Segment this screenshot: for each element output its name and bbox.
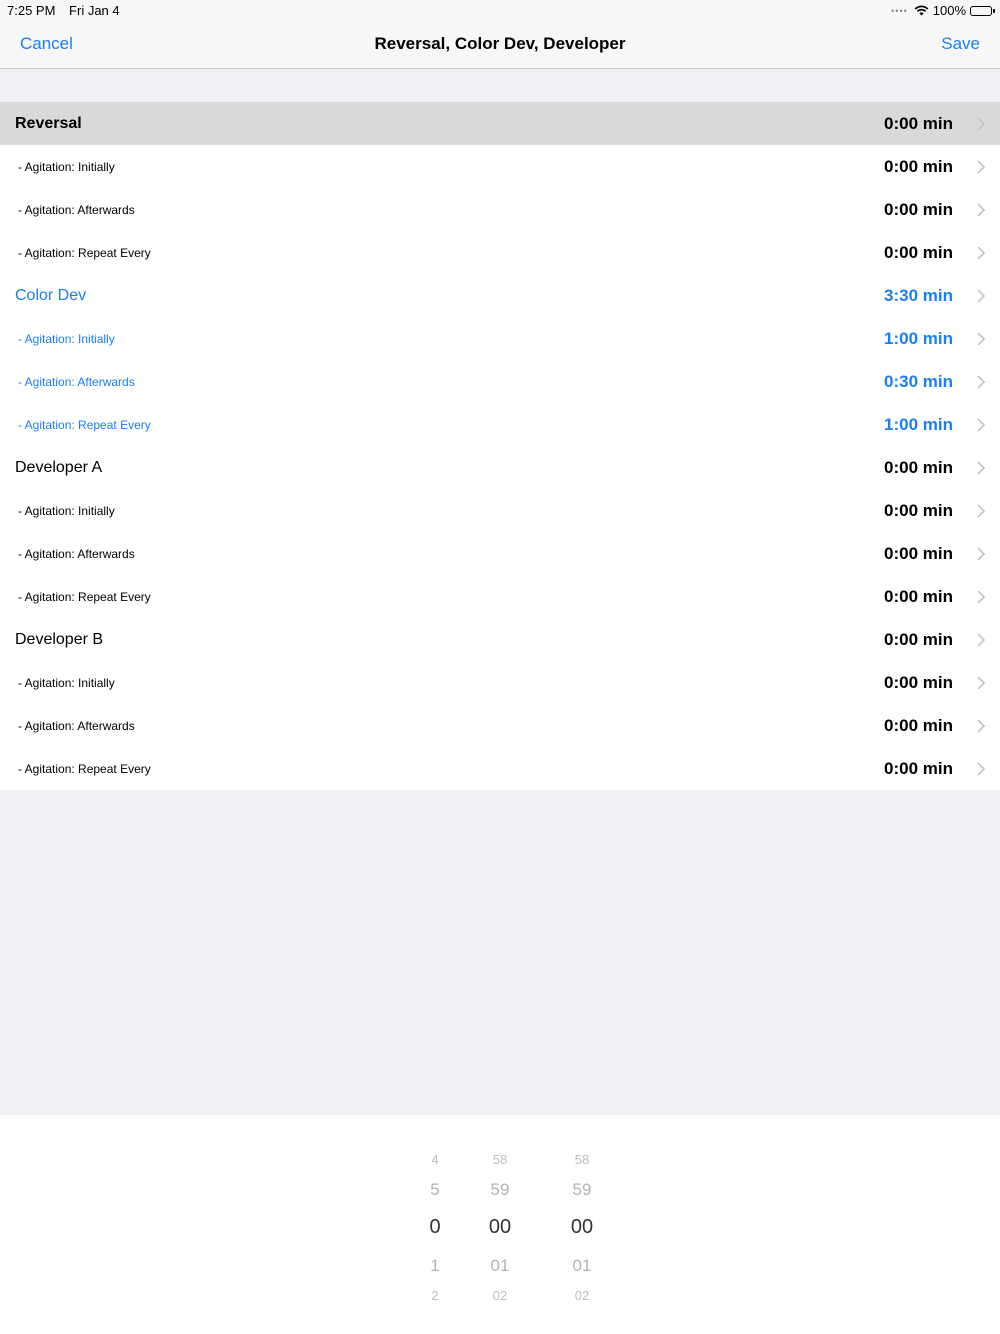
table-row[interactable] [0,188,1000,231]
row-label: - Agitation: Repeat Every [18,761,151,776]
row-value: 0:00 min [884,758,953,778]
row-value: 1:00 min [884,328,953,348]
table-row[interactable] [0,747,1000,790]
table-row[interactable] [0,274,1000,317]
table-row[interactable] [0,575,1000,618]
table-row[interactable] [0,145,1000,188]
picker-item[interactable]: 02 [492,1288,508,1304]
chevron-right-icon [977,203,986,217]
row-value: 0:00 min [884,672,953,692]
chevron-right-icon [977,762,986,776]
row-label: - Agitation: Initially [18,503,115,518]
chevron-right-icon [977,418,986,432]
chevron-right-icon [977,504,986,518]
table-row[interactable] [0,661,1000,704]
row-value: 0:00 min [884,113,953,133]
chevron-right-icon [977,375,986,389]
table-row[interactable] [0,618,1000,661]
table-row[interactable] [0,704,1000,747]
row-label: Reversal [15,114,82,132]
row-label: - Agitation: Repeat Every [18,417,151,432]
row-value: 0:00 min [884,629,953,649]
table-row[interactable] [0,446,1000,489]
table-row[interactable] [0,317,1000,360]
picker-item[interactable]: 4 [431,1152,439,1168]
status-time: 7:25 PM [7,3,56,18]
row-label: - Agitation: Repeat Every [18,589,151,604]
picker-item[interactable]: 58 [492,1152,508,1168]
picker-item[interactable]: 5 [430,1179,440,1199]
row-value: 0:00 min [884,543,953,563]
picker-item[interactable]: 00 [488,1216,512,1238]
row-label: - Agitation: Afterwards [18,718,135,733]
picker-column[interactable] [470,1115,530,1334]
table-row[interactable] [0,532,1000,575]
row-label: - Agitation: Afterwards [18,374,135,389]
picker-column[interactable] [405,1115,465,1334]
picker-item[interactable]: 2 [431,1288,439,1304]
picker-item[interactable]: 0 [429,1216,441,1238]
chevron-right-icon [977,676,986,690]
battery-icon [970,6,992,16]
picker-column[interactable] [552,1115,612,1334]
picker-item[interactable]: 02 [574,1288,590,1304]
chevron-right-icon [977,547,986,561]
status-bar [0,0,1000,20]
row-value: 0:00 min [884,156,953,176]
time-picker[interactable] [0,1115,1000,1334]
picker-item[interactable]: 58 [574,1152,590,1168]
picker-item[interactable]: 1 [430,1255,440,1275]
chevron-right-icon [977,590,986,604]
wifi-icon [914,5,929,16]
cancel-button[interactable]: Cancel [20,34,73,53]
row-value: 0:00 min [884,457,953,477]
table-row[interactable] [0,403,1000,446]
picker-item[interactable]: 59 [572,1179,592,1199]
table-row[interactable] [0,489,1000,532]
picker-item[interactable]: 01 [490,1255,510,1275]
table-row[interactable] [0,360,1000,403]
battery-percent: 100% [932,3,966,18]
page-title: Reversal, Color Dev, Developer [374,34,626,53]
chevron-right-icon [977,461,986,475]
row-value: 0:00 min [884,242,953,262]
chevron-right-icon [977,160,986,174]
picker-item[interactable]: 01 [572,1255,592,1275]
navigation-bar [0,20,1000,69]
table-row[interactable] [0,102,1000,145]
row-label: Color Dev [15,286,87,304]
row-label: - Agitation: Initially [18,159,115,174]
signal-dots-icon: •••• [891,5,908,16]
status-date: Fri Jan 4 [69,3,120,18]
row-label: - Agitation: Repeat Every [18,245,151,260]
chevron-right-icon [977,246,986,260]
row-value: 3:30 min [884,285,953,305]
chevron-right-icon [977,719,986,733]
chevron-right-icon [977,117,986,131]
chevron-right-icon [977,289,986,303]
row-value: 0:00 min [884,586,953,606]
row-value: 0:30 min [884,371,953,391]
table-row[interactable] [0,231,1000,274]
chevron-right-icon [977,332,986,346]
chevron-right-icon [977,633,986,647]
row-label: - Agitation: Afterwards [18,202,135,217]
picker-item[interactable]: 00 [570,1216,594,1238]
row-label: - Agitation: Initially [18,331,115,346]
save-button[interactable]: Save [941,34,980,53]
steps-table [0,102,1000,790]
row-label: Developer B [15,630,104,648]
row-label: - Agitation: Afterwards [18,546,135,561]
row-value: 1:00 min [884,414,953,434]
row-value: 0:00 min [884,199,953,219]
picker-item[interactable]: 59 [490,1179,510,1199]
row-value: 0:00 min [884,500,953,520]
row-label: Developer A [15,458,103,476]
row-label: - Agitation: Initially [18,675,115,690]
row-value: 0:00 min [884,715,953,735]
